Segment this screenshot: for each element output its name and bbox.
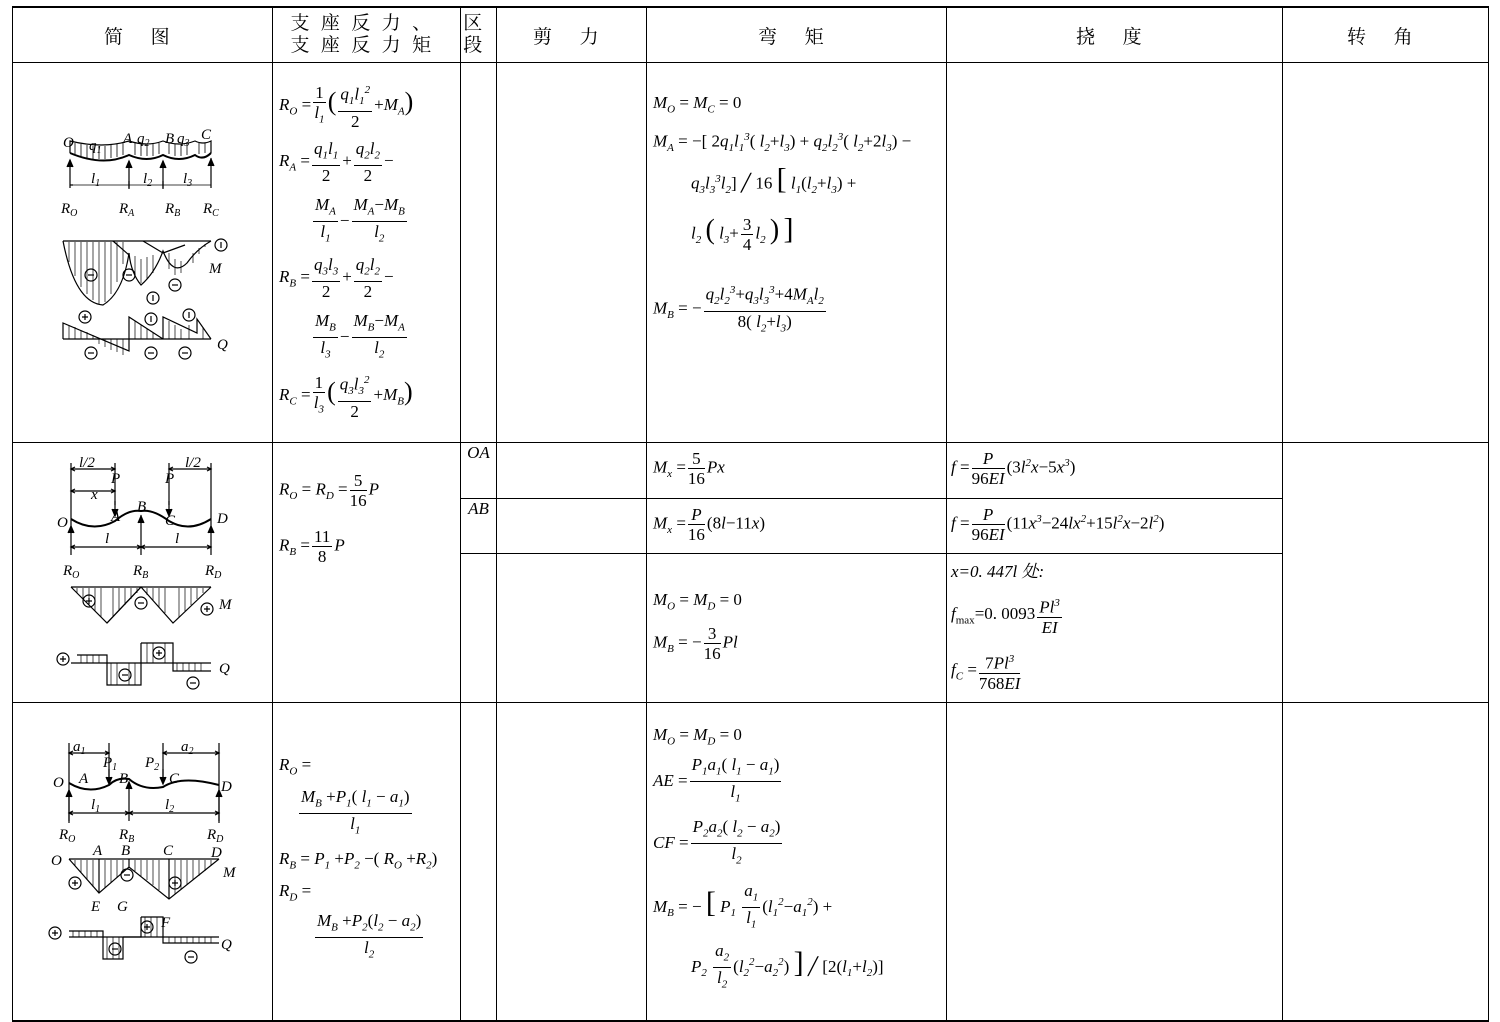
- svg-text:RO: $R_O$: [61, 201, 78, 219]
- case1-rotation-cell: [1283, 63, 1489, 443]
- header-moment: 弯 矩: [647, 7, 947, 63]
- case2-shear-AB: [497, 498, 647, 554]
- svg-text:RC: $R_C$: [203, 201, 219, 219]
- svg-text:RB: $R_B$: [165, 201, 181, 219]
- svg-text:O: O: [53, 775, 64, 791]
- svg-text:E: E: [91, 899, 101, 915]
- svg-text:A: A: [123, 131, 133, 147]
- svg-text:RB: $R_B$: [119, 827, 135, 845]
- svg-text:l: l: [175, 531, 180, 547]
- case1-row: [13, 63, 1489, 443]
- svg-text:l3: $l_3$: [183, 171, 193, 189]
- svg-text:C: C: [169, 771, 180, 787]
- case2-beam-diagram: [13, 443, 273, 697]
- case1-RB-cont: $\frac{M_B}{l_3}$ − $\frac{M_B-M_A}{l_2}$: [315, 311, 405, 361]
- svg-text:G: G: [117, 899, 128, 915]
- case2-zone-blank: [461, 554, 497, 703]
- svg-text:M: M: [209, 261, 222, 277]
- case1-diagram-cell: [13, 63, 273, 443]
- case3-moment-cell: $M_O = M_D = 0$ AE = $\frac{P_1a_1( l_1 - a_1)}{l_1}$ CF = $\frac{P_2a_2( l_2 - a_2)}{l_2}$ $M_B$ = − [ $P_1$ $\frac{a_1}{l_1}$ $(l_1^2-a_1^2)$ + $P_2$ $\frac{a_2}{l_2}$ $(l_2^2-a_2^2)$ ] ╱ $[2(l_1+l_2)]$: [647, 703, 947, 1022]
- case2-shear-blank: [497, 554, 647, 703]
- svg-text:l/2: l/2: [185, 455, 201, 471]
- svg-text:Q: Q: [217, 337, 228, 353]
- case3-row: [13, 703, 1489, 1022]
- case2-shear-OA: [497, 443, 647, 499]
- case1-reactions-cell: [273, 63, 461, 443]
- svg-text:P: P: [165, 471, 175, 487]
- case2-deflection-OA: f = $\frac{P}{96EI}$ $(3l^2x-5x^3)$: [947, 443, 1283, 499]
- header-reactions: 支座反力、 支座反力矩: [273, 7, 461, 63]
- svg-text:A: A: [79, 771, 89, 787]
- case1-RB: $R_B$ = $\frac{q_3l_3}{2}$ + $\frac{q_2l_2}{2}$ −: [279, 255, 394, 302]
- svg-text:F: F: [161, 915, 171, 931]
- svg-text:x: x: [91, 487, 98, 503]
- svg-text:O: O: [57, 515, 68, 531]
- header-diagram: 简 图: [13, 7, 273, 63]
- case2-row-OA: [13, 443, 1489, 499]
- case2-deflection-note: x=0. 447l 处:: [951, 562, 1045, 582]
- svg-text:M: M: [219, 597, 232, 613]
- svg-text:l1: $l_1$: [91, 171, 101, 189]
- header-shear: 剪 力: [497, 7, 647, 63]
- svg-text:Q: Q: [219, 661, 230, 677]
- svg-text:RA: $R_A$: [119, 201, 135, 219]
- case1-MA-2: $q_3l_3^3l_2$] ╱ 16 [ $l_1(l_2+l_3)$ +: [691, 162, 857, 197]
- svg-text:RB: $R_B$: [133, 563, 149, 581]
- svg-text:D: D: [211, 845, 222, 861]
- case3-reactions-cell: $R_O$ = $\frac{M_B +P_1( l_1 - a_1)}{l_1}$ $R_B = P_1 +P_2$ −( $R_O +R_2$) $R_D$ = $\frac{M_B +P_2(l_2 - a_2)}{l_2}$: [273, 703, 461, 1022]
- case1-RC: $R_C$ = $\frac{1}{l_3}$ ( $\frac{q_3l_3^2}{2}$ $+M_B$): [279, 372, 413, 422]
- case1-beam-diagram: [13, 63, 273, 437]
- svg-text:RO: $R_O$: [59, 827, 76, 845]
- svg-text:B: B: [137, 499, 147, 515]
- case2-deflection-AB: f = $\frac{P}{96EI}$ $(11x^3-24lx^2+15l^2x-2l^2)$: [947, 498, 1283, 554]
- case2-moment-AB: $M_x$ = $\frac{P}{16}$ (8l−11x): [647, 498, 947, 554]
- case1-MO: $M_O = M_C = 0$: [653, 93, 742, 116]
- svg-text:P1: $P_1$: [103, 755, 118, 773]
- case2-reactions-cell: [273, 443, 461, 703]
- case3-zone-cell: [461, 703, 497, 1022]
- case1-RO: $R_O$ = $\frac{1}{l_1}$ ( $\frac{q_1l_1^2}{2}$ $+M_A$): [279, 82, 414, 132]
- header-zone: 区段: [461, 7, 497, 63]
- svg-text:q2: $q_2$: [137, 131, 150, 149]
- svg-text:O: O: [51, 853, 62, 869]
- svg-text:l2: $l_2$: [143, 171, 153, 189]
- case2-rotation-cell: [1283, 443, 1489, 703]
- svg-text:D: D: [217, 511, 228, 527]
- svg-text:C: C: [163, 843, 174, 859]
- svg-text:l2: $l_2$: [165, 797, 175, 815]
- case2-RO-RD: $R_O = R_D$ = $\frac{5}{16}$ P: [279, 471, 380, 510]
- case2-zone-OA: OA: [461, 443, 497, 499]
- case1-deflection-cell: [947, 63, 1283, 443]
- svg-text:M: M: [223, 865, 236, 881]
- case1-label-O: O: [63, 135, 74, 151]
- svg-text:B: B: [165, 131, 175, 147]
- svg-text:P: P: [111, 471, 121, 487]
- svg-text:q3: $q_3$: [177, 131, 190, 149]
- case1-RA: $R_A$ = $\frac{q_1l_1}{2}$ + $\frac{q_2l_2}{2}$ −: [279, 139, 394, 186]
- case1-zone-cell: [461, 63, 497, 443]
- header-row: [13, 7, 1489, 63]
- svg-text:l1: $l_1$: [91, 797, 101, 815]
- case3-rotation-cell: [1283, 703, 1489, 1022]
- svg-text:a2: $a_2$: [181, 739, 194, 757]
- svg-text:Q: Q: [221, 937, 232, 953]
- case3-beam-diagram: [13, 703, 273, 1015]
- svg-text:a1: $a_1$: [73, 739, 86, 757]
- svg-text:A: A: [93, 843, 103, 859]
- svg-text:C: C: [201, 127, 212, 143]
- case2-RB: $R_B$ = $\frac{11}{8}$ P: [279, 527, 345, 566]
- case2-moment-summary: $M_O = M_D = 0$ $M_B$ = − $\frac{3}{16}$ Pl: [647, 554, 947, 703]
- svg-text:l/2: l/2: [79, 455, 95, 471]
- beam-formula-table: [12, 6, 1489, 1022]
- case2-diagram-cell: [13, 443, 273, 703]
- header-deflection: 挠 度: [947, 7, 1283, 63]
- case1-MA: $M_A$ = −[ $2q_1l_1^3$( $l_2+l_3) + q_2l_2^3$( $l_2+2l_3$) −: [653, 131, 912, 155]
- svg-text:C: C: [165, 513, 176, 529]
- case3-shear-cell: [497, 703, 647, 1022]
- case3-diagram-cell: [13, 703, 273, 1022]
- svg-text:RD: $R_D$: [207, 827, 224, 845]
- case1-shear-cell: [497, 63, 647, 443]
- svg-text:l: l: [105, 531, 110, 547]
- svg-text:A: A: [111, 509, 121, 525]
- case1-RA-cont: $\frac{M_A}{l_1}$ − $\frac{M_A-M_B}{l_2}$: [315, 195, 405, 245]
- case1-moment-cell: [647, 63, 947, 443]
- case3-deflection-cell: [947, 703, 1283, 1022]
- svg-text:RD: $R_D$: [205, 563, 222, 581]
- case1-MA-3: $l_2$ ( $l_3+$ $\frac{3}{4}$ $l_2$ ) ]: [691, 212, 794, 254]
- svg-text:q1: $q_1$: [89, 138, 102, 156]
- svg-text:D: D: [221, 779, 232, 795]
- case2-zone-AB: AB: [461, 498, 497, 554]
- svg-text:B: B: [121, 843, 131, 859]
- svg-text:RO: $R_O$: [63, 563, 80, 581]
- svg-text:B: B: [119, 771, 129, 787]
- case1-MB: $M_B$ = − $\frac{q_2l_2^3+q_3l_3^3+4M_Al_2}{8( l_2+l_3)}$: [653, 281, 828, 338]
- header-rotation: 转 角: [1283, 7, 1489, 63]
- case2-moment-OA: $M_x$ = $\frac{5}{16}$ Px: [647, 443, 947, 499]
- case2-deflection-summary: x=0. 447l 处: $f_{max}=0$. 0093 $\frac{Pl^3}{EI}$ $f_C$ = $\frac{7Pl^3}{768EI}$: [947, 554, 1283, 703]
- svg-text:P2: $P_2$: [145, 755, 160, 773]
